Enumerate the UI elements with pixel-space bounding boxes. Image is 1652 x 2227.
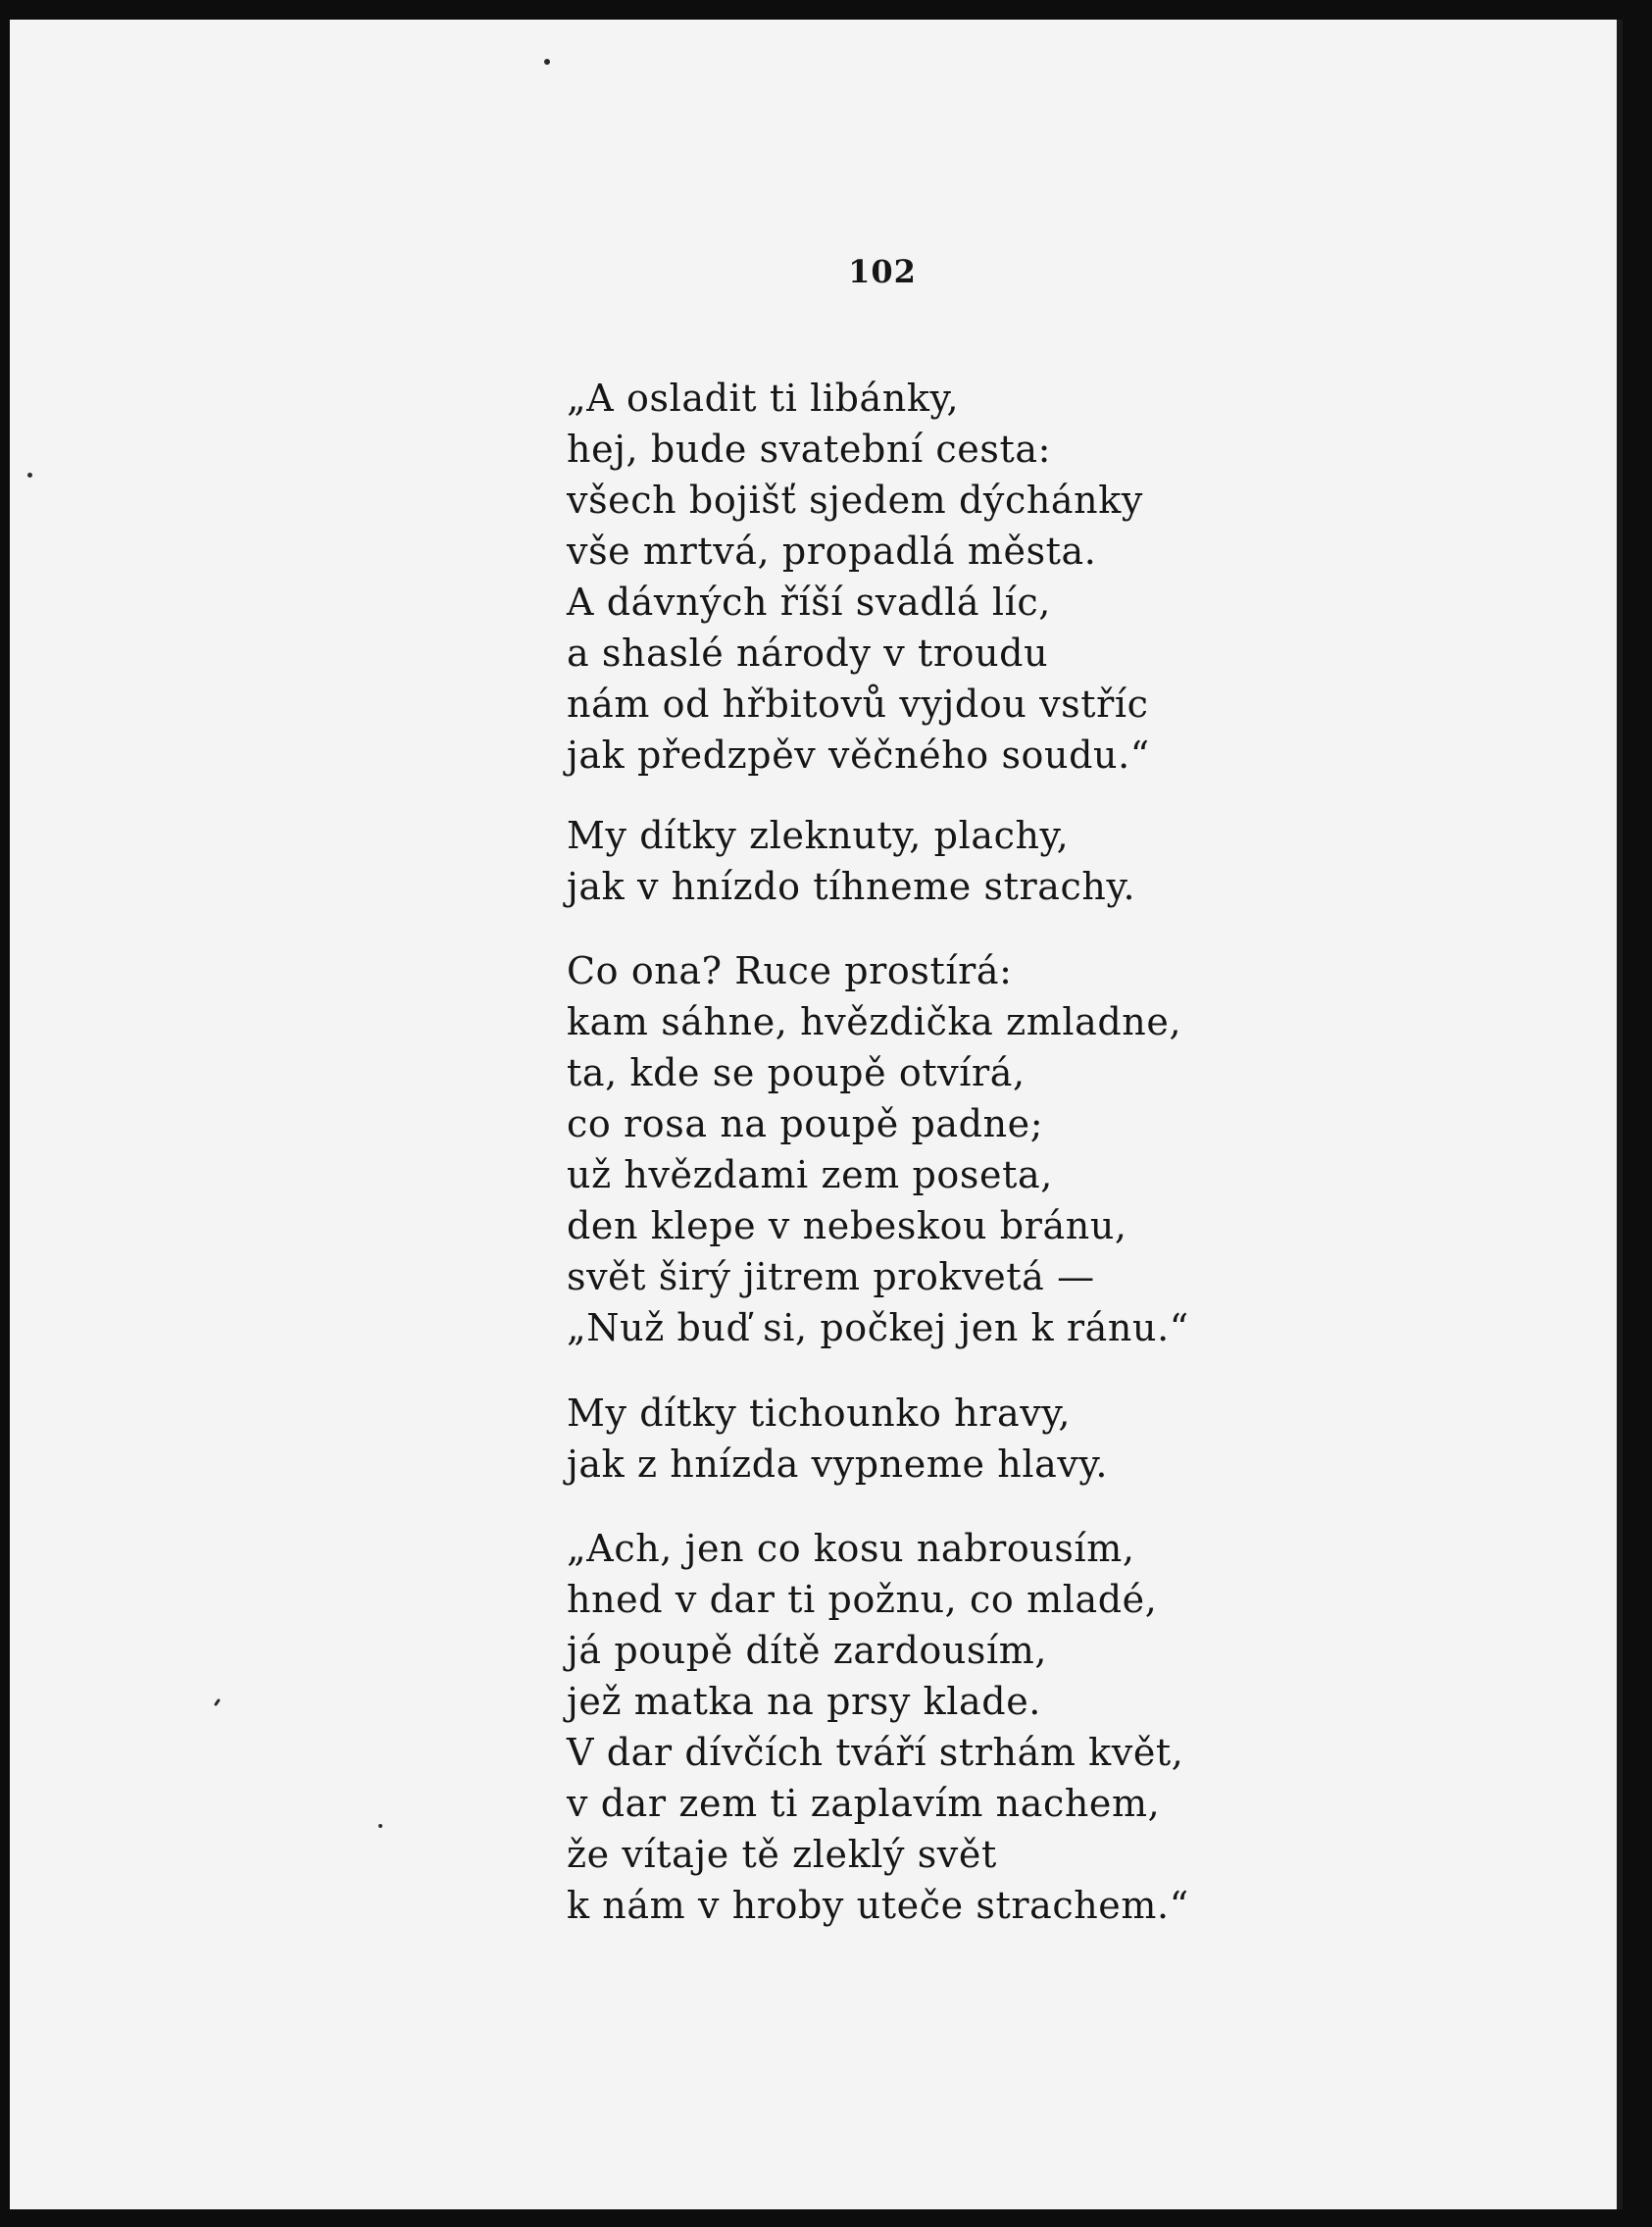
- paper-speck: [27, 473, 32, 478]
- paper-speck: [544, 59, 550, 65]
- poem-line: kam sáhne, hvězdička zmladne,: [567, 1000, 1182, 1043]
- paper-speck: [214, 1698, 221, 1706]
- poem-line: v dar zem ti zaplavím nachem,: [567, 1782, 1161, 1825]
- poem-line: k nám v hroby uteče strachem.“: [567, 1884, 1189, 1927]
- poem-line: hned v dar ti požnu, co mladé,: [567, 1578, 1158, 1621]
- poem-line: Co ona? Ruce prostírá:: [567, 949, 1013, 992]
- poem-line: svět širý jitrem prokvetá —: [567, 1255, 1095, 1298]
- stanza-3: [567, 945, 1547, 1353]
- book-page: [10, 20, 1623, 2209]
- poem-line: jak z hnízda vypneme hlavy.: [567, 1442, 1109, 1486]
- stanza-1: [567, 373, 1547, 781]
- poem-line: „Nuž buď si, počkej jen k ránu.“: [567, 1306, 1189, 1349]
- poem-line: jež matka na prsy klade.: [567, 1680, 1041, 1723]
- poem-line: A dávných říší svadlá líc,: [567, 581, 1051, 624]
- poem-line: den klepe v nebeskou bránu,: [567, 1204, 1127, 1247]
- stanza-break: [567, 1490, 1547, 1523]
- poem-line: „Ach, jen co kosu nabrousím,: [567, 1527, 1135, 1570]
- stanza-5: [567, 1523, 1547, 1931]
- paper-speck: [378, 1824, 382, 1828]
- poem-line: a shaslé národy v troudu: [567, 632, 1049, 675]
- poem-line: V dar dívčích tváří strhám květ,: [567, 1731, 1184, 1774]
- poem-line: „A osladit ti libánky,: [567, 377, 960, 420]
- poem-line: že vítaje tě zleklý svět: [567, 1833, 997, 1876]
- page-number: 102: [848, 253, 917, 290]
- poem-line: všech bojišť sjedem dýchánky: [567, 479, 1143, 522]
- stanza-2: [567, 810, 1547, 912]
- poem-line: jak v hnízdo tíhneme strachy.: [567, 865, 1136, 908]
- poem: [567, 373, 1547, 1931]
- stanza-break: [567, 912, 1547, 945]
- poem-line: nám od hřbitovů vyjdou vstříc: [567, 683, 1149, 726]
- poem-line: My dítky zleknuty, plachy,: [567, 814, 1070, 857]
- poem-line: už hvězdami zem poseta,: [567, 1153, 1053, 1196]
- stanza-break: [567, 1353, 1547, 1388]
- poem-line: co rosa na poupě padne;: [567, 1102, 1044, 1145]
- poem-line: My dítky tichounko hravy,: [567, 1392, 1072, 1435]
- poem-line: já poupě dítě zardousím,: [567, 1629, 1048, 1672]
- poem-line: ta, kde se poupě otvírá,: [567, 1051, 1026, 1094]
- poem-line: jak předzpěv věčného soudu.“: [567, 734, 1150, 777]
- poem-line: vše mrtvá, propadlá města.: [567, 530, 1097, 573]
- poem-line: hej, bude svatební cesta:: [567, 428, 1052, 471]
- stanza-break: [567, 781, 1547, 810]
- stanza-4: [567, 1388, 1547, 1490]
